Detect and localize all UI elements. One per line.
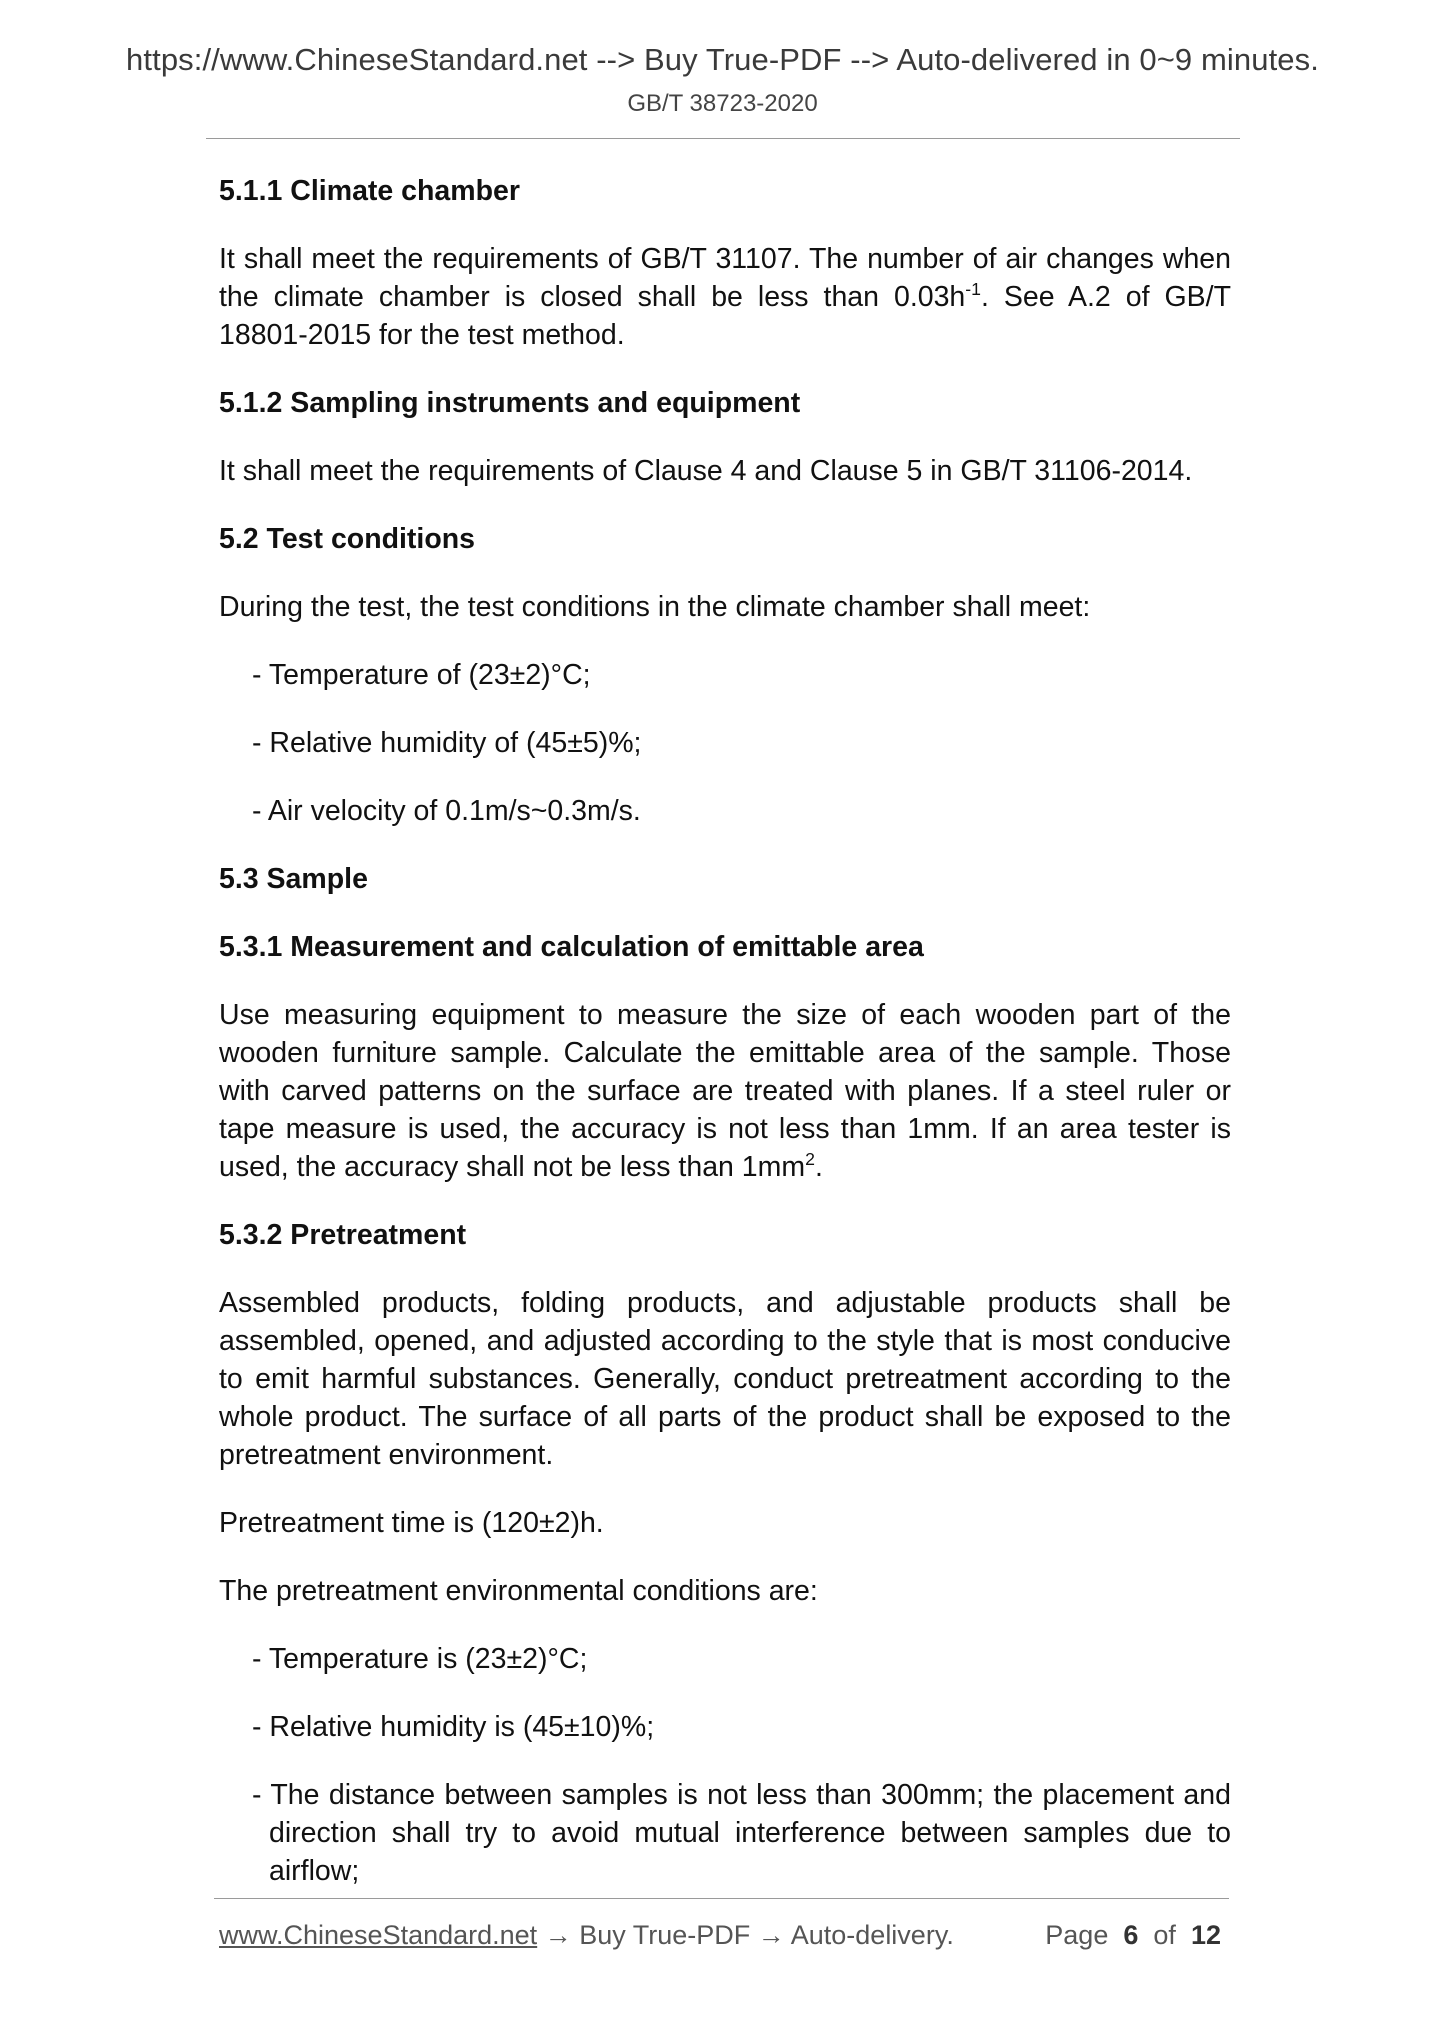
section-5-1-1-paragraph — [219, 240, 1231, 354]
paragraph-text: . — [814, 1151, 823, 1183]
paragraph-text: Use measuring equipment to measure the size of each wooden part of the wooden furniture sample. Calculate the emittable area of the sample. Those with carved patterns on the surface are treated with planes. If a steel ruler or tape measure is used, the accuracy is not less than 1mm. If an area tester is used, the accuracy shall not be less than 1mm — [219, 999, 1231, 1183]
superscript: 2 — [805, 1149, 815, 1170]
top-banner: https://www.ChineseStandard.net --> Buy True-PDF --> Auto-delivered in 0~9 minutes. — [126, 42, 1319, 77]
section-5-1-2-paragraph: It shall meet the requirements of Clause 4 and Clause 5 in GB/T 31106-2014. — [219, 455, 1193, 487]
footer-tagline: → Buy True-PDF → Auto-delivery. — [537, 1920, 954, 1950]
section-5-3-1-heading: 5.3.1 Measurement and calculation of emittable area — [219, 931, 924, 963]
page-label: Page — [1045, 1920, 1109, 1950]
list-item: - Temperature is (23±2)°C; — [252, 1643, 588, 1675]
superscript: -1 — [965, 279, 981, 300]
section-5-3-1-paragraph — [219, 996, 1231, 1186]
section-5-3-heading: 5.3 Sample — [219, 863, 368, 895]
website-link[interactable]: www.ChineseStandard.net — [219, 1920, 538, 1950]
pretreatment-time: Pretreatment time is (120±2)h. — [219, 1507, 604, 1539]
page-content — [219, 172, 1231, 1890]
of-label: of — [1153, 1920, 1176, 1950]
section-5-2-heading: 5.2 Test conditions — [219, 523, 476, 555]
list-item: - Temperature of (23±2)°C; — [252, 659, 591, 691]
total-pages: 12 — [1190, 1920, 1221, 1950]
list-item: - The distance between samples is not less than 300mm; the placement and direction shall try to avoid mutual interference between samples due to airflow; — [252, 1779, 1231, 1887]
header-divider — [206, 138, 1240, 139]
standard-number: GB/T 38723-2020 — [627, 90, 818, 117]
footer-left — [219, 1920, 954, 1951]
page-footer — [219, 1920, 1231, 1960]
paragraph-text: . See A.2 of GB/T 18801-2015 for the test method. — [219, 281, 1232, 351]
footer-divider — [214, 1898, 1229, 1899]
page-indicator — [1045, 1920, 1221, 1951]
section-5-1-2-heading: 5.1.2 Sampling instruments and equipment — [219, 387, 801, 419]
list-item: - Relative humidity is (45±10)%; — [252, 1711, 655, 1743]
section-5-3-2-paragraph: Assembled products, folding products, and adjustable products shall be assembled, opened, and adjusted according to the style that is most conducive to emit harmful substances. Generally, conduct pretreatment according to the whole product. The surface of all parts of the product shall be exposed to the pretreatment environment. — [219, 1287, 1231, 1471]
section-5-1-1-heading: 5.1.1 Climate chamber — [219, 175, 520, 207]
list-item: - Relative humidity of (45±5)%; — [252, 727, 642, 759]
section-5-3-2-heading: 5.3.2 Pretreatment — [219, 1219, 467, 1251]
pretreatment-conditions-intro: The pretreatment environmental conditions are: — [219, 1575, 818, 1607]
list-item: - Air velocity of 0.1m/s~0.3m/s. — [252, 795, 641, 827]
section-5-2-intro: During the test, the test conditions in the climate chamber shall meet: — [219, 591, 1091, 623]
paragraph-text: It shall meet the requirements of GB/T 31107. The number of air changes when the climate chamber is closed shall be less than 0.03h — [219, 243, 1231, 313]
current-page-number: 6 — [1123, 1920, 1139, 1950]
